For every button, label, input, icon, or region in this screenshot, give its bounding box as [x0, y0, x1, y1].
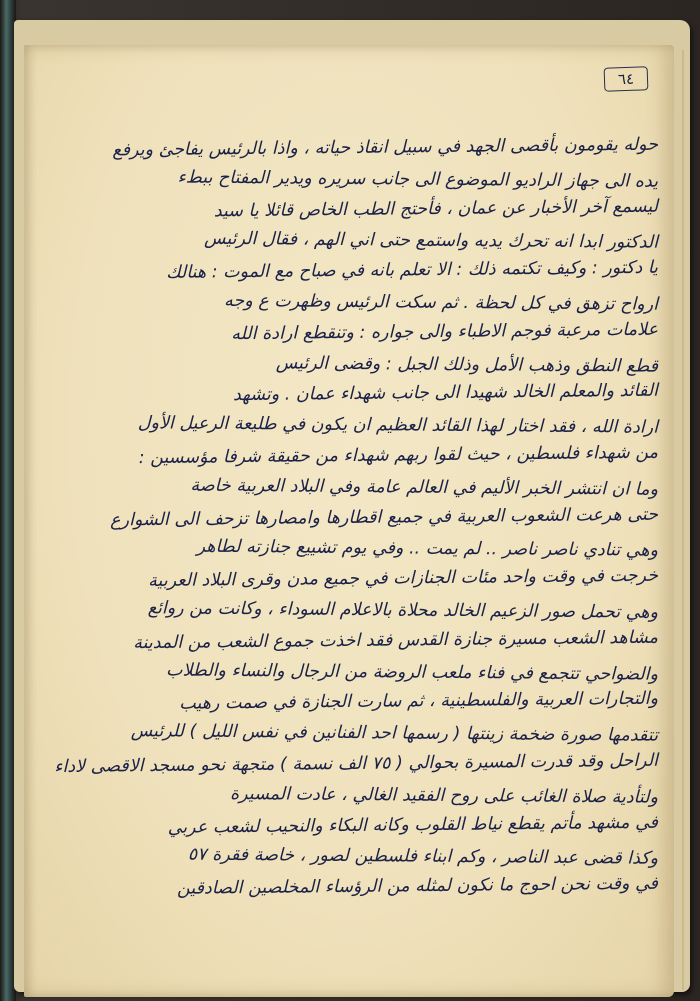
- text-line: من شهداء فلسطين ، حيث لقوا ربهم شهداء من حقيقة شرفا مؤسسين :: [138, 442, 659, 469]
- page-stack: [14, 20, 690, 992]
- text-line: القائد والمعلم الخالد شهيدا الى جانب شهداء عمان . وتشهد: [232, 381, 659, 406]
- text-line: وهي تحمل صور الزعيم الخالد محلاة بالاعلام السوداء ، وكانت من روائع: [147, 598, 659, 623]
- text-line: حتى هرعت الشعوب العربية في جميع اقطارها وامصارها تزحف الى الشوارع: [110, 504, 659, 531]
- text-line: في مشهد مأتم يقطع نياط القلوب وكانه البكاء والنحيب لشعب عربي: [167, 812, 659, 838]
- text-line: والضواحي تتجمع في فناء ملعب الروضة من الرجال والنساء والطلاب: [165, 659, 659, 685]
- text-line: علامات مرعبة فوجم الاطباء والى جواره : وتنقطع ارادة الله: [231, 319, 659, 344]
- text-line: مشاهد الشعب مسيرة جنازة القدس فقد اخذت جموع الشعب من المدينة: [133, 627, 659, 653]
- text-line: والتجارات العربية والفلسطينية ، ثم سارت الجنازة في صمت رهيب: [179, 689, 659, 715]
- text-line: وما ان انتشر الخبر الأليم في العالم عامة وفي البلاد العربية خاصة: [190, 475, 659, 500]
- text-line: خرجت في وقت واحد مئات الجنازات في جميع مدن وقرى البلاد العربية: [148, 565, 659, 592]
- manuscript-page: [24, 45, 674, 997]
- text-line: يا دكتور : وكيف تكتمه ذلك : الا تعلم بانه في صباح مع الموت : هنالك: [166, 257, 659, 284]
- text-line: ليسمع آخر الأخبار عن عمان ، فأحتج الطب الخاص قائلا يا سيد: [213, 196, 659, 221]
- text-line: الدكتور ابدا انه تحرك يديه واستمع حتى اني الهم ، فقال الرئيس: [203, 229, 659, 254]
- text-line: ارواح تزهق في كل لحظة . ثم سكت الرئيس وظهرت ع وجه: [223, 290, 659, 315]
- text-line: ولتأدية صلاة الغائب على روح الفقيد الغالي ، عادت المسيرة: [229, 783, 659, 808]
- text-line: الراحل وقد قدرت المسيرة بحوالي ( ٧٥ الف نسمة ) متجهة نحو مسجد الاقصى لاداء: [54, 750, 659, 777]
- text-line: حوله يقومون بأقصى الجهد في سبيل انقاذ حياته ، واذا بالرئيس يفاجئ ويرفع: [112, 134, 659, 161]
- page-number: ٦٤: [604, 66, 649, 92]
- handwritten-text: [28, 133, 664, 903]
- text-line: في وقت نحن احوج ما نكون لمثله من الرؤساء المخلصين الصادقين: [176, 873, 659, 899]
- text-line: وكذا قضى عبد الناصر ، وكم ابناء فلسطين لصور ، خاصة فقرة ٥٧: [187, 844, 659, 870]
- text-line: وهي تنادي ناصر ناصر .. لم يمت .. وفي يوم تشييع جنازته لطاهر: [196, 537, 659, 562]
- text-line: يده الى جهاز الراديو الموضوع الى جانب سريره ويدير المفتاح ببطء: [177, 167, 659, 192]
- text-line: ارادة الله ، فقد اختار لهذا القائد العظيم ان يكون في طليعة الرعيل الأول: [137, 413, 659, 438]
- text-line: قطع النطق وذهب الأمل وذلك الجبل : وقضى الرئيس: [275, 352, 659, 377]
- text-line: تتقدمها صورة ضخمة زينتها ( رسمها احد الفنانين في نفس الليل ) للرئيس: [130, 721, 659, 746]
